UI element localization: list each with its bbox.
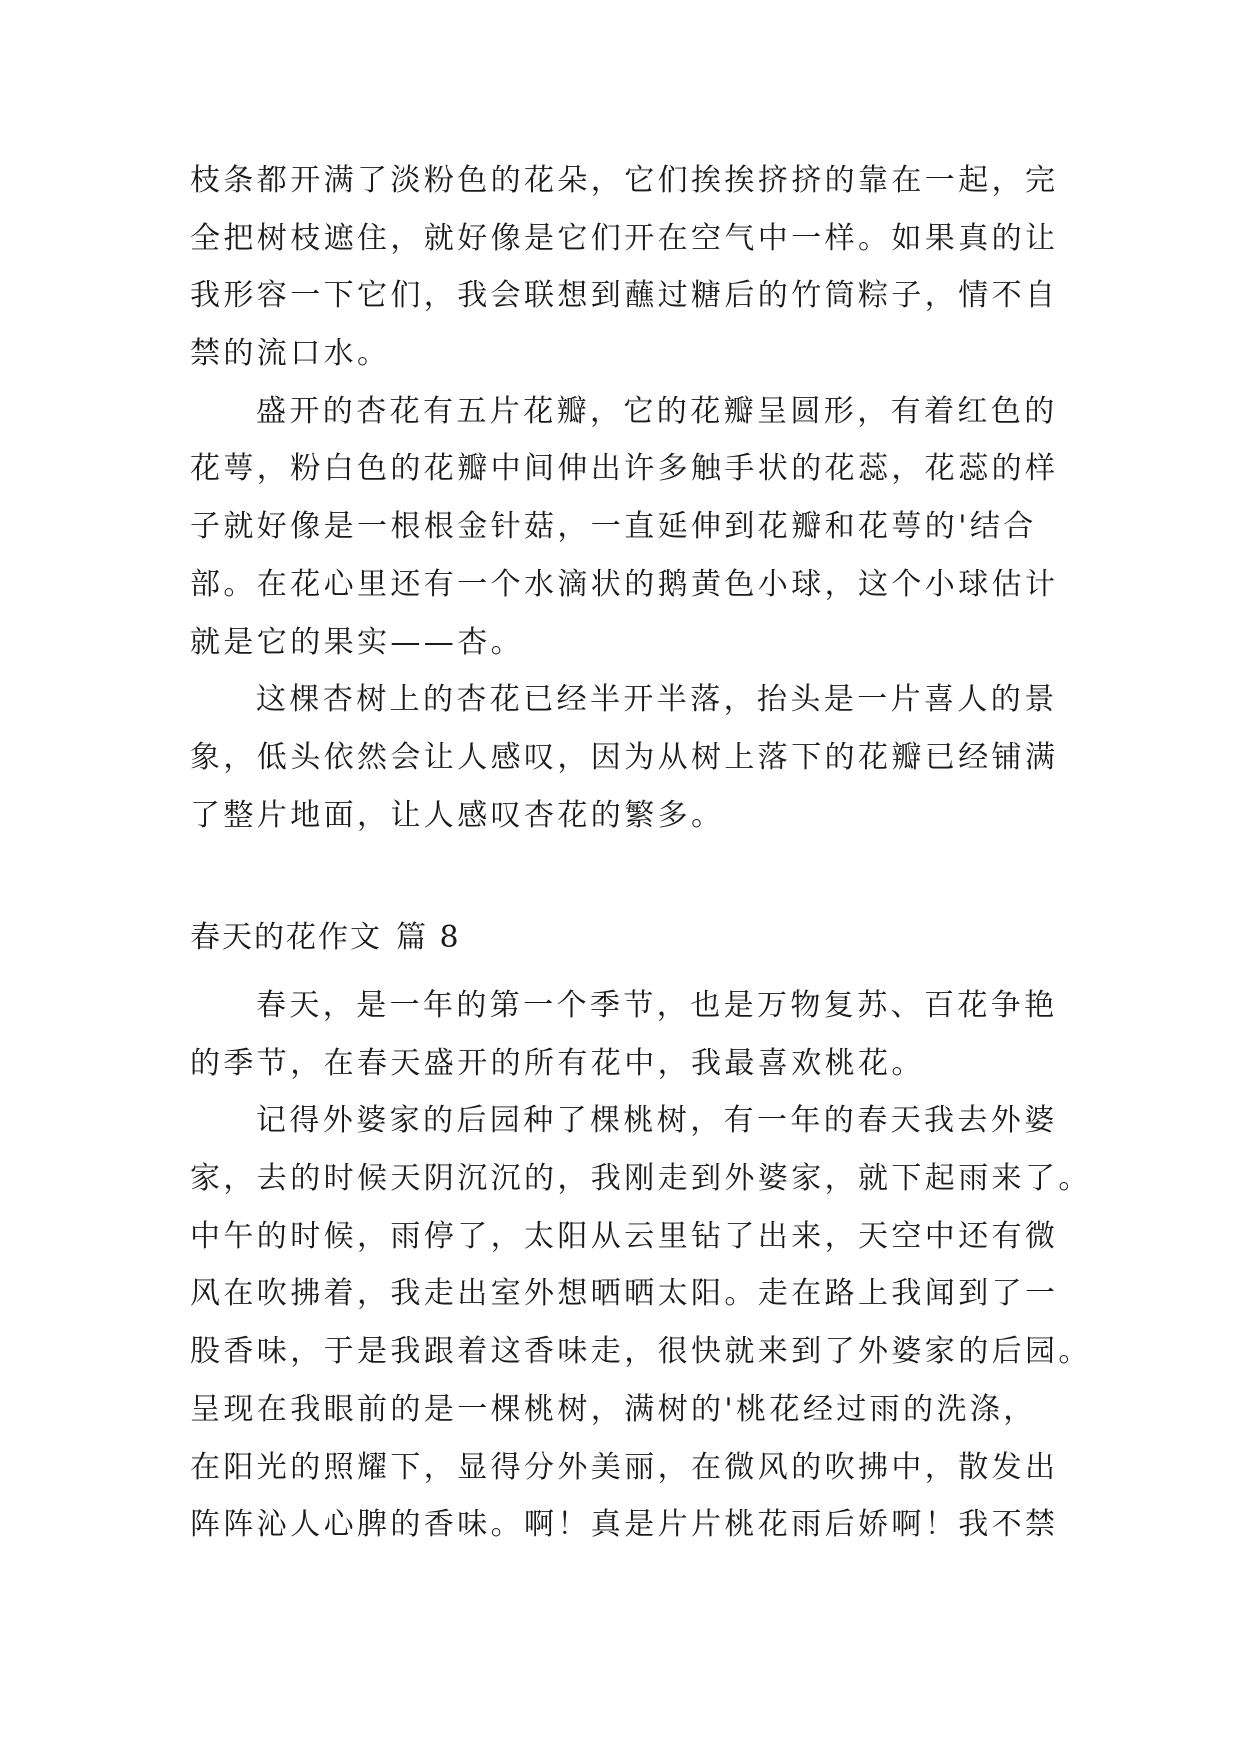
text-line: 这棵杏树上的杏花已经半开半落，抬头是一片喜人的景 [256, 682, 1058, 718]
essay-title: 春天的花作文 [190, 920, 382, 955]
text-line: 风在吹拂着，我走出室外想晒晒太阳。走在路上我闻到了一 [190, 1276, 1059, 1312]
text-line: 象，低头依然会让人感叹，因为从树上落下的花瓣已经铺满 [190, 739, 1059, 775]
paragraph [190, 152, 1059, 383]
text-line: 家，去的时候天阴沉沉的，我刚走到外婆家，就下起雨来了。 [190, 1161, 1092, 1197]
paragraph [190, 671, 1059, 844]
text-line: 部。在花心里还有一个水滴状的鹅黄色小球，这个小球估计 [190, 566, 1059, 602]
text-line: 中午的时候，雨停了，太阳从云里钻了出来，天空中还有微 [190, 1218, 1059, 1254]
essay-heading [190, 918, 461, 958]
text-line: 我形容一下它们，我会联想到蘸过糖后的竹筒粽子，情不自 [190, 278, 1059, 314]
text-line: 全把树枝遮住，就好像是它们开在空气中一样。如果真的让 [190, 220, 1059, 256]
text-line: 禁的流口水。 [190, 336, 391, 372]
text-line: 的季节，在春天盛开的所有花中，我最喜欢桃花。 [190, 1045, 925, 1081]
text-line: 就是它的果实——杏。 [190, 624, 524, 660]
text-line: 了整片地面，让人感叹杏花的繁多。 [190, 797, 725, 833]
text-line: 子就好像是一根根金针菇，一直延伸到花瓣和花萼的'结合 [190, 509, 1037, 545]
text-line: 盛开的杏花有五片花瓣，它的花瓣呈圆形，有着红色的 [256, 393, 1058, 429]
text-line: 呈现在我眼前的是一棵桃树，满树的'桃花经过雨的洗涤， [190, 1391, 1037, 1427]
peach-essay [190, 977, 1092, 1554]
text-line: 枝条都开满了淡粉色的花朵，它们挨挨挤挤的靠在一起，完 [190, 163, 1059, 198]
text-line: 阵阵沁人心脾的香味。啊！真是片片桃花雨后娇啊！我不禁 [190, 1507, 1059, 1543]
essay-number: 篇 8 [396, 920, 461, 955]
text-line: 春天，是一年的第一个季节，也是万物复苏、百花争艳 [256, 988, 1058, 1023]
paragraph [190, 1092, 1092, 1554]
text-line: 记得外婆家的后园种了棵桃树，有一年的春天我去外婆 [256, 1103, 1058, 1139]
text-line: 股香味，于是我跟着这香味走，很快就来到了外婆家的后园。 [190, 1334, 1092, 1370]
paragraph [190, 977, 1058, 1092]
text-line: 花萼，粉白色的花瓣中间伸出许多触手状的花蕊，花蕊的样 [190, 451, 1059, 487]
paragraph [190, 383, 1059, 671]
apricot-description [190, 152, 1059, 844]
text-line: 在阳光的照耀下，显得分外美丽，在微风的吹拂中，散发出 [190, 1449, 1059, 1485]
